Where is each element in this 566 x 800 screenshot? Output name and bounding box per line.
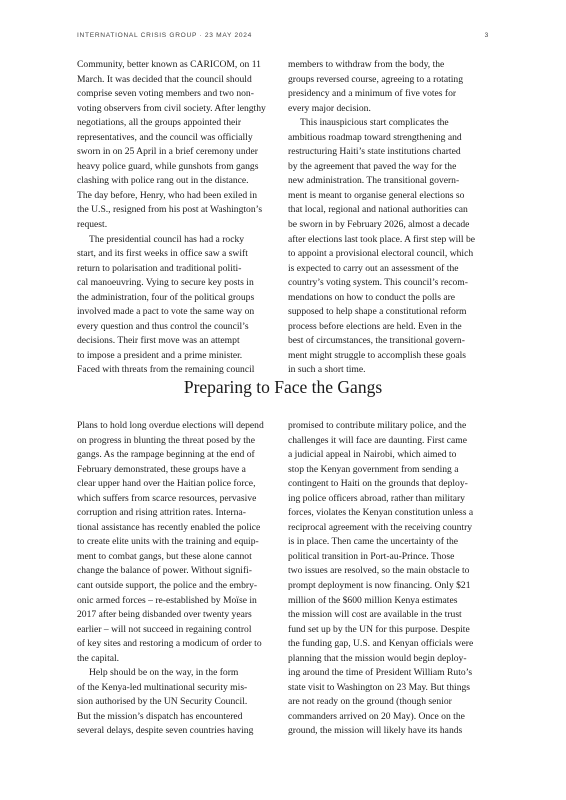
text-line: tional assistance has recently enabled the police bbox=[77, 521, 261, 533]
text-line: sion authorised by the UN Security Council. bbox=[77, 696, 248, 708]
text-line: return to polarisation and traditional politi- bbox=[77, 262, 242, 274]
text-line: heavy police guard, while gunshots from gangs bbox=[77, 160, 259, 172]
text-line: sworn in on 25 April in a brief ceremony under bbox=[77, 146, 258, 158]
text-line: a judicial appeal in Nairobi, which aimed to bbox=[288, 449, 457, 461]
text-line: to create elite units with the training and equip- bbox=[77, 536, 259, 548]
text-line: negotiations, all the groups appointed their bbox=[77, 117, 242, 129]
text-line: ment is meant to organise general elections so bbox=[288, 189, 465, 201]
text-line: to appoint a provisional electoral council, which bbox=[288, 248, 474, 260]
top-left-column bbox=[77, 58, 277, 378]
text-line: change the balance of power. Without signifi- bbox=[77, 565, 253, 577]
text-line: the capital. bbox=[77, 652, 120, 664]
text-line: groups reversed course, agreeing to a rotating bbox=[288, 73, 464, 85]
text-line: forces, violates the Kenyan constitution unless a bbox=[288, 507, 474, 519]
text-line: contingent to Haiti on the grounds that deploy- bbox=[288, 478, 468, 490]
text-line: every question and thus control the council’s bbox=[77, 320, 249, 332]
text-line: by the agreement that paved the way for the bbox=[288, 160, 457, 172]
text-line: are not ready on the ground (though senior bbox=[288, 696, 452, 708]
text-line: is expected to carry out an assessment of the bbox=[288, 262, 459, 274]
text-line: planning that the mission would begin deploy- bbox=[288, 652, 467, 664]
text-line: that local, regional and national authorities can bbox=[288, 204, 468, 216]
text-line: members to withdraw from the body, the bbox=[288, 59, 445, 70]
text-line: ground, the mission will likely have its hands bbox=[288, 725, 463, 737]
text-line: mendations on how to conduct the polls are bbox=[288, 291, 456, 303]
text-line: on progress in blunting the threat posed by the bbox=[77, 434, 255, 446]
text-line: ment to combat gangs, but these alone cannot bbox=[77, 550, 252, 562]
text-line: the administration, four of the political groups bbox=[77, 291, 255, 303]
text-line: in such a short time. bbox=[288, 364, 366, 376]
text-line: cant outside support, the police and the embry- bbox=[77, 580, 258, 592]
text-line: ing around the time of President William Ruto’s bbox=[288, 667, 473, 679]
bottom-right-column bbox=[288, 419, 494, 739]
text-line: promised to contribute military police, and the bbox=[288, 420, 467, 431]
text-line: February demonstrated, these groups have a bbox=[77, 463, 246, 475]
text-line: start, and its first weeks in office saw a swift bbox=[77, 248, 248, 260]
text-line: This inauspicious start complicates the bbox=[300, 117, 449, 129]
page-number: 3 bbox=[484, 32, 489, 39]
text-line: million of the $600 million Kenya estimates bbox=[288, 594, 458, 606]
text-line: 2017 after being disbanded over twenty years bbox=[77, 609, 252, 621]
text-line: The presidential council has had a rocky bbox=[89, 233, 245, 245]
text-line: best of circumstances, the transitional govern- bbox=[288, 335, 465, 347]
text-line: political transition in Port-au-Prince. Those bbox=[288, 550, 455, 562]
text-line: the mission will cost are available in the trust bbox=[288, 609, 462, 621]
text-line: comprise seven voting members and two non- bbox=[77, 88, 254, 100]
text-line: cal manoeuvring. Vying to secure key posts in bbox=[77, 277, 254, 289]
text-line: after elections last took place. A first step will be bbox=[288, 233, 476, 245]
text-line: ing police officers abroad, rather than military bbox=[288, 492, 465, 504]
text-line: decisions. Their first move was an attempt bbox=[77, 335, 240, 347]
text-line: which suffers from scarce resources, pervasive bbox=[77, 492, 257, 504]
text-line: March. It was decided that the council should bbox=[77, 73, 252, 85]
text-line: Faced with threats from the remaining council bbox=[77, 364, 255, 376]
text-line: the funding gap, U.S. and Kenyan officials were bbox=[288, 638, 474, 650]
text-line: commanders arrived on 20 May). Once on the bbox=[288, 710, 465, 722]
text-line: country’s voting system. This council’s recom- bbox=[288, 277, 468, 289]
text-line: process before elections are held. Even in the bbox=[288, 320, 462, 332]
text-line: clashing with police rang out in the distance. bbox=[77, 175, 249, 187]
text-line: representatives, and the council was officially bbox=[77, 131, 253, 143]
text-line: stop the Kenyan government from sending a bbox=[288, 463, 459, 475]
text-line: is in place. Then came the uncertainty of the bbox=[288, 536, 459, 548]
text-line: challenges it will face are daunting. First came bbox=[288, 434, 468, 446]
text-line: Community, better known as CARICOM, on 11 bbox=[77, 59, 261, 70]
text-line: corruption and rising attrition rates. Interna- bbox=[77, 507, 246, 519]
text-line: the U.S., resigned from his post at Washington’s bbox=[77, 204, 263, 216]
text-line: voting observers from civil society. After lengthy bbox=[77, 102, 266, 114]
text-line: new administration. The transitional govern- bbox=[288, 175, 460, 187]
text-line: Help should be on the way, in the form bbox=[89, 667, 239, 679]
text-line: gangs. As the rampage beginning at the end of bbox=[77, 449, 255, 461]
top-right-column bbox=[288, 58, 494, 378]
text-line: supposed to help shape a constitutional reform bbox=[288, 306, 467, 318]
text-line: clear upper hand over the Haitian police force, bbox=[77, 478, 256, 490]
text-line: two issues are resolved, so the main obstacle to bbox=[288, 565, 470, 577]
text-line: presidency and a minimum of five votes for bbox=[288, 88, 457, 100]
text-line: prompt deployment is now financing. Only $21 bbox=[288, 580, 471, 592]
text-line: ambitious roadmap toward strengthening and bbox=[288, 131, 462, 143]
text-line: But the mission’s dispatch has encountered bbox=[77, 710, 243, 722]
text-line: every major decision. bbox=[288, 102, 371, 114]
bottom-left-column bbox=[77, 419, 277, 739]
running-header bbox=[77, 32, 489, 44]
text-line: The day before, Henry, who had been exiled in bbox=[77, 189, 257, 201]
text-line: request. bbox=[77, 219, 108, 231]
text-line: reciprocal agreement with the receiving country bbox=[288, 521, 473, 533]
text-line: restructuring Haiti’s state institutions charted bbox=[288, 146, 461, 158]
text-line: ment might struggle to accomplish these goals bbox=[288, 349, 466, 361]
text-line: to impose a president and a prime minister. bbox=[77, 349, 243, 361]
text-line: Plans to hold long overdue elections will depend bbox=[77, 420, 264, 431]
text-line: onic armed forces – re-established by Moïse in bbox=[77, 594, 257, 606]
text-line: of the Kenya-led multinational security mis- bbox=[77, 681, 248, 693]
text-line: involved made a pact to vote the same way on bbox=[77, 306, 255, 318]
text-line: be sworn in by February 2026, almost a decade bbox=[288, 219, 470, 231]
section-heading: Preparing to Face the Gangs bbox=[183, 377, 383, 397]
text-line: state visit to Washington on 23 May. But things bbox=[288, 681, 471, 693]
text-line: of key sites and restoring a modicum of order to bbox=[77, 638, 262, 650]
header-publication-date: INTERNATIONAL CRISIS GROUP · 23 MAY 2024 bbox=[77, 32, 252, 39]
text-line: fund set up by the UN for this purpose. Despite bbox=[288, 623, 470, 635]
text-line: earlier – will not succeed in regaining control bbox=[77, 623, 252, 635]
text-line: several delays, despite seven countries having bbox=[77, 725, 254, 737]
